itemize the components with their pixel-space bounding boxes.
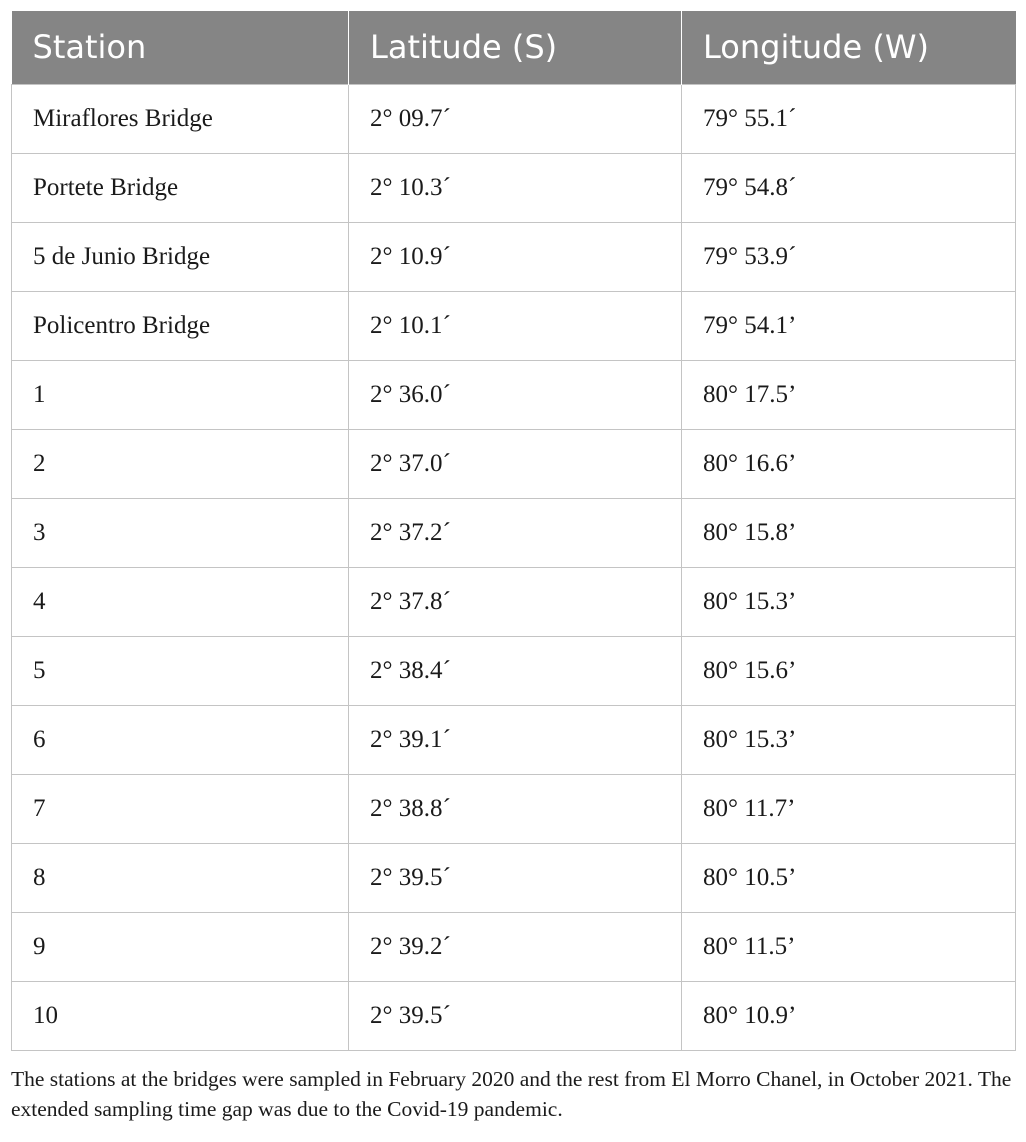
table-body bbox=[12, 84, 1016, 1050]
cell-station: 1 bbox=[12, 360, 349, 429]
cell-station: 2 bbox=[12, 429, 349, 498]
cell-longitude: 80° 16.6’ bbox=[682, 429, 1016, 498]
cell-latitude: 2° 39.1´ bbox=[349, 705, 682, 774]
cell-station: 10 bbox=[12, 981, 349, 1050]
cell-station: 8 bbox=[12, 843, 349, 912]
cell-station: Portete Bridge bbox=[12, 153, 349, 222]
cell-longitude: 80° 15.8’ bbox=[682, 498, 1016, 567]
cell-latitude: 2° 10.3´ bbox=[349, 153, 682, 222]
cell-station: Policentro Bridge bbox=[12, 291, 349, 360]
cell-longitude: 80° 10.9’ bbox=[682, 981, 1016, 1050]
cell-latitude: 2° 37.8´ bbox=[349, 567, 682, 636]
table-row bbox=[12, 774, 1016, 843]
cell-station: 7 bbox=[12, 774, 349, 843]
cell-latitude: 2° 37.0´ bbox=[349, 429, 682, 498]
cell-longitude: 79° 54.1’ bbox=[682, 291, 1016, 360]
table-row bbox=[12, 636, 1016, 705]
cell-station: 6 bbox=[12, 705, 349, 774]
cell-latitude: 2° 37.2´ bbox=[349, 498, 682, 567]
header-station: Station bbox=[12, 11, 349, 84]
cell-latitude: 2° 10.1´ bbox=[349, 291, 682, 360]
cell-longitude: 80° 11.7’ bbox=[682, 774, 1016, 843]
table-row bbox=[12, 843, 1016, 912]
table-header bbox=[12, 11, 1016, 84]
cell-longitude: 79° 53.9´ bbox=[682, 222, 1016, 291]
table-row bbox=[12, 912, 1016, 981]
header-row bbox=[12, 11, 1016, 84]
cell-longitude: 79° 55.1´ bbox=[682, 84, 1016, 153]
cell-longitude: 80° 17.5’ bbox=[682, 360, 1016, 429]
cell-station: 9 bbox=[12, 912, 349, 981]
cell-latitude: 2° 38.4´ bbox=[349, 636, 682, 705]
cell-latitude: 2° 39.5´ bbox=[349, 981, 682, 1050]
cell-latitude: 2° 36.0´ bbox=[349, 360, 682, 429]
cell-station: 3 bbox=[12, 498, 349, 567]
cell-longitude: 80° 10.5’ bbox=[682, 843, 1016, 912]
table-footnote: The stations at the bridges were sampled in February 2020 and the rest from El Morro Chanel, in October 2021. The extended sampling time gap was due to the Covid-19 pandemic. bbox=[11, 1067, 1012, 1121]
cell-longitude: 79° 54.8´ bbox=[682, 153, 1016, 222]
cell-station: 5 bbox=[12, 636, 349, 705]
cell-station: 4 bbox=[12, 567, 349, 636]
cell-latitude: 2° 38.8´ bbox=[349, 774, 682, 843]
cell-longitude: 80° 15.3’ bbox=[682, 705, 1016, 774]
table-row bbox=[12, 291, 1016, 360]
stations-table bbox=[11, 11, 1016, 1051]
table-row bbox=[12, 567, 1016, 636]
table-row bbox=[12, 498, 1016, 567]
cell-longitude: 80° 11.5’ bbox=[682, 912, 1016, 981]
cell-station: 5 de Junio Bridge bbox=[12, 222, 349, 291]
cell-latitude: 2° 39.2´ bbox=[349, 912, 682, 981]
cell-station: Miraflores Bridge bbox=[12, 84, 349, 153]
table-row bbox=[12, 153, 1016, 222]
cell-latitude: 2° 39.5´ bbox=[349, 843, 682, 912]
table-row bbox=[12, 360, 1016, 429]
stations-table-container bbox=[11, 11, 1015, 1051]
cell-longitude: 80° 15.6’ bbox=[682, 636, 1016, 705]
cell-latitude: 2° 09.7´ bbox=[349, 84, 682, 153]
header-latitude: Latitude (S) bbox=[349, 11, 682, 84]
table-row bbox=[12, 705, 1016, 774]
table-row bbox=[12, 429, 1016, 498]
table-row bbox=[12, 981, 1016, 1050]
cell-latitude: 2° 10.9´ bbox=[349, 222, 682, 291]
table-row bbox=[12, 84, 1016, 153]
cell-longitude: 80° 15.3’ bbox=[682, 567, 1016, 636]
table-row bbox=[12, 222, 1016, 291]
header-longitude: Longitude (W) bbox=[682, 11, 1016, 84]
